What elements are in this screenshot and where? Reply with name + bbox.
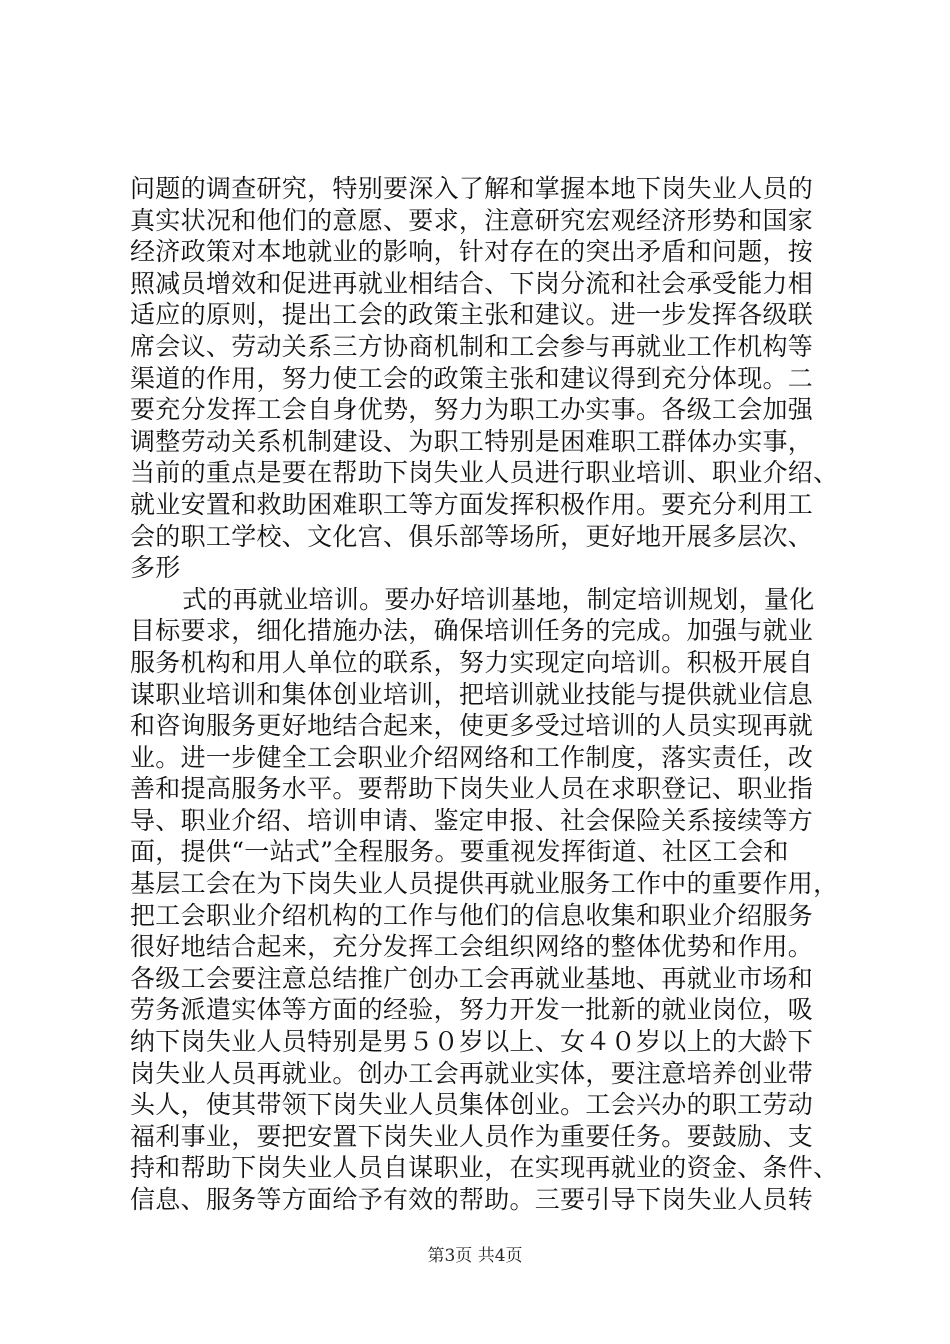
text-line: 很好地结合起来，充分发挥工会组织网络的整体优势和作用。 xyxy=(130,932,814,962)
text-line: 照减员增效和促进再就业相结合、下岗分流和社会承受能力相 xyxy=(130,268,814,298)
text-line: 福利事业，要把安置下岗失业人员作为重要任务。要鼓励、支 xyxy=(130,1121,814,1151)
text-line: 劳务派遣实体等方面的经验，努力开发一批新的就业岗位，吸 xyxy=(130,995,814,1025)
text-line: 目标要求，细化措施办法，确保培训任务的完成。加强与就业 xyxy=(130,616,814,646)
text-line: 真实状况和他们的意愿、要求，注意研究宏观经济形势和国家 xyxy=(130,205,814,235)
text-line: 持和帮助下岗失业人员自谋职业，在实现再就业的资金、条件、 xyxy=(130,1153,839,1183)
body-text xyxy=(130,173,839,1216)
text-line: 岗失业人员再就业。创办工会再就业实体，要注意培养创业带 xyxy=(130,1058,814,1088)
text-line: 纳下岗失业人员特别是男５０岁以上、女４０岁以上的大龄下 xyxy=(130,1027,814,1057)
text-line: 基层工会在为下岗失业人员提供再就业服务工作中的重要作用， xyxy=(130,869,839,899)
text-line: 席会议、劳动关系三方协商机制和工会参与再就业工作机构等 xyxy=(130,331,814,361)
text-line: 面，提供“一站式”全程服务。要重视发挥街道、社区工会和 xyxy=(130,837,789,867)
text-line: 经济政策对本地就业的影响，针对存在的突出矛盾和问题，按 xyxy=(130,237,814,267)
text-line: 和咨询服务更好地结合起来，使更多受过培训的人员实现再就 xyxy=(130,711,814,741)
text-line: 多形 xyxy=(130,553,181,583)
text-line: 渠道的作用，努力使工会的政策主张和建议得到充分体现。二 xyxy=(130,363,814,393)
text-line: 各级工会要注意总结推广创办工会再就业基地、再就业市场和 xyxy=(130,963,814,993)
paragraph-1 xyxy=(130,173,839,584)
text-line: 当前的重点是要在帮助下岗失业人员进行职业培训、职业介绍、 xyxy=(130,458,839,488)
text-line: 式的再就业培训。要办好培训基地，制定培训规划，量化 xyxy=(182,584,815,614)
page-number-footer: 第3页 共4页 xyxy=(427,1246,523,1266)
text-line: 适应的原则，提出工会的政策主张和建议。进一步发挥各级联 xyxy=(130,300,814,330)
paragraph-2 xyxy=(130,584,839,1216)
text-line: 业。进一步健全工会职业介绍网络和工作制度，落实责任，改 xyxy=(130,742,814,772)
text-line: 调整劳动关系机制建设、为职工特别是困难职工群体办实事， xyxy=(130,426,814,456)
text-line: 要充分发挥工会自身优势，努力为职工办实事。各级工会加强 xyxy=(130,395,814,425)
text-line: 信息、服务等方面给予有效的帮助。三要引导下岗失业人员转 xyxy=(130,1185,814,1214)
text-line: 会的职工学校、文化宫、俱乐部等场所，更好地开展多层次、 xyxy=(130,521,814,551)
text-line: 把工会职业介绍机构的工作与他们的信息收集和职业介绍服务 xyxy=(130,900,814,930)
text-line: 导、职业介绍、培训申请、鉴定申报、社会保险关系接续等方 xyxy=(130,805,814,835)
text-line: 善和提高服务水平。要帮助下岗失业人员在求职登记、职业指 xyxy=(130,774,814,804)
text-line: 头人，使其带领下岗失业人员集体创业。工会兴办的职工劳动 xyxy=(130,1090,814,1120)
text-line: 服务机构和用人单位的联系，努力实现定向培训。积极开展自 xyxy=(130,647,814,677)
text-line: 问题的调查研究，特别要深入了解和掌握本地下岗失业人员的 xyxy=(130,174,814,203)
text-line: 就业安置和救助困难职工等方面发挥积极作用。要充分利用工 xyxy=(130,489,814,519)
text-line: 谋职业培训和集体创业培训，把培训就业技能与提供就业信息 xyxy=(130,679,814,709)
